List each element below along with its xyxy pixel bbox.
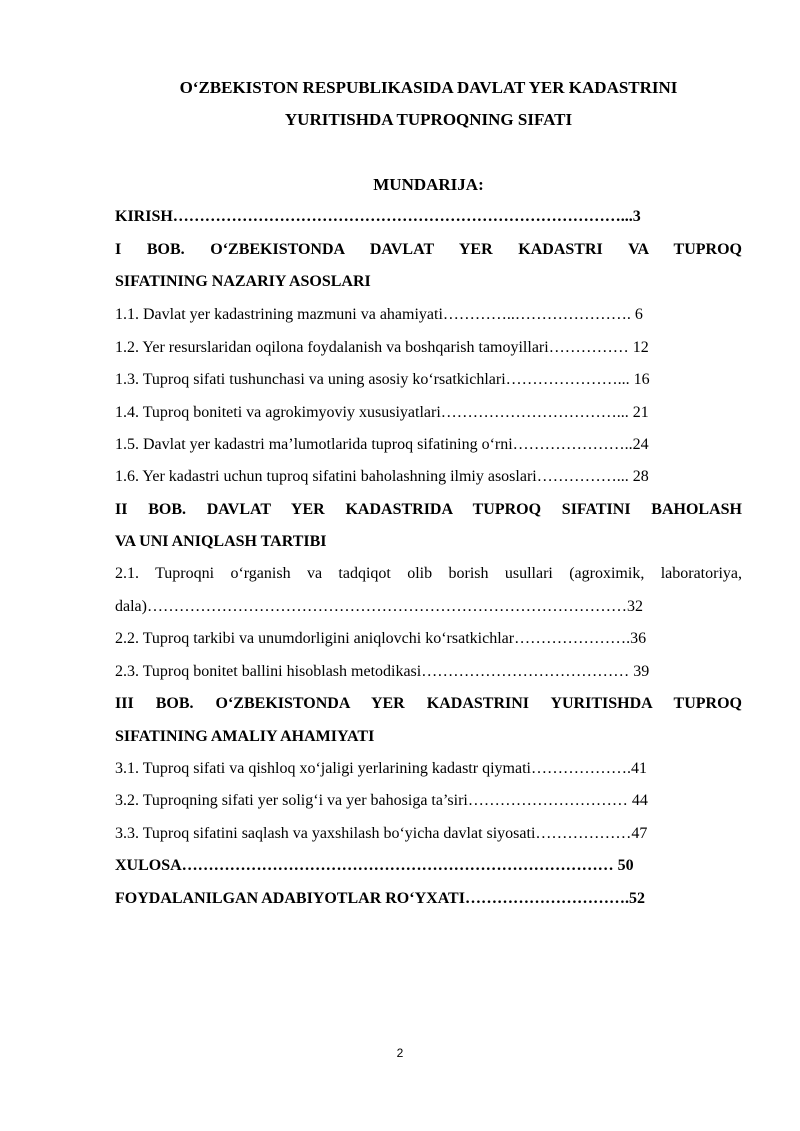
toc-entry-2-3: 2.3. Tuproq bonitet ballini hisoblash metodikasi………………………………… 39 [115, 663, 650, 680]
toc-entry-3-2: 3.2. Tuproqning sifati yer solig‘i va yer bahosiga ta’siri………………………… 44 [115, 792, 648, 809]
toc-chapter-1-line-1: I BOB. O‘ZBEKISTONDA DAVLAT YER KADASTRI VA TUPROQ [115, 241, 742, 258]
toc-chapter-2-line-1: II BOB. DAVLAT YER KADASTRIDA TUPROQ SIFATINI BAHOLASH [115, 501, 742, 518]
toc-entry-kirish: KIRISH…………………………………………………………………………...3 [115, 208, 641, 225]
toc-entry-1-2: 1.2. Yer resurslaridan oqilona foydalanish va boshqarish tamoyillari…………… 12 [115, 339, 649, 356]
toc-entry-3-1: 3.1. Tuproq sifati va qishloq xo‘jaligi yerlarining kadastr qiymati……………….41 [115, 760, 647, 777]
toc-chapter-3-line-1: III BOB. O‘ZBEKISTONDA YER KADASTRINI YURITISHDA TUPROQ [115, 695, 742, 712]
toc-entry-2-1-line-1: 2.1. Tuproqni o‘rganish va tadqiqot olib borish usullari (agroximik, laboratoriya, [115, 565, 742, 582]
toc-entry-2-2: 2.2. Tuproq tarkibi va unumdorligini aniqlovchi ko‘rsatkichlar………………….36 [115, 630, 647, 647]
document-title-line-1: O‘ZBEKISTON RESPUBLIKASIDA DAVLAT YER KADASTRINI [179, 78, 678, 97]
toc-chapter-1-line-2: SIFATINING NAZARIY ASOSLARI [115, 273, 371, 290]
toc-heading: MUNDARIJA: [373, 175, 484, 194]
toc-chapter-3-line-2: SIFATINING AMALIY AHAMIYATI [115, 728, 375, 745]
toc-chapter-2-line-2: VA UNI ANIQLASH TARTIBI [115, 533, 327, 550]
toc-entry-1-3: 1.3. Tuproq sifati tushunchasi va uning asosiy ko‘rsatkichlari…………………... 16 [115, 371, 650, 388]
toc-entry-references: FOYDALANILGAN ADABIYOTLAR RO‘YXATI………………………….52 [115, 890, 645, 907]
toc-entry-1-1: 1.1. Davlat yer kadastrining mazmuni va ahamiyati…………..…………………. 6 [115, 306, 643, 323]
page-number: 2 [396, 1046, 404, 1060]
toc-entry-2-1-line-2: dala)………………………………………………………………………………32 [115, 598, 643, 615]
toc-entry-1-6: 1.6. Yer kadastri uchun tuproq sifatini baholashning ilmiy asoslari……………... 28 [115, 468, 649, 485]
toc-entry-1-5: 1.5. Davlat yer kadastri ma’lumotlarida tuproq sifatining o‘rni…………………..24 [115, 436, 649, 453]
toc-entry-1-4: 1.4. Tuproq boniteti va agrokimyoviy xususiyatlari……………………………... 21 [115, 404, 649, 421]
document-title-line-2: YURITISHDA TUPROQNING SIFATI [284, 110, 573, 129]
toc-entry-3-3: 3.3. Tuproq sifatini saqlash va yaxshilash bo‘yicha davlat siyosati………………47 [115, 825, 648, 842]
toc-entry-xulosa: XULOSA……………………………………………………………………… 50 [115, 857, 634, 874]
